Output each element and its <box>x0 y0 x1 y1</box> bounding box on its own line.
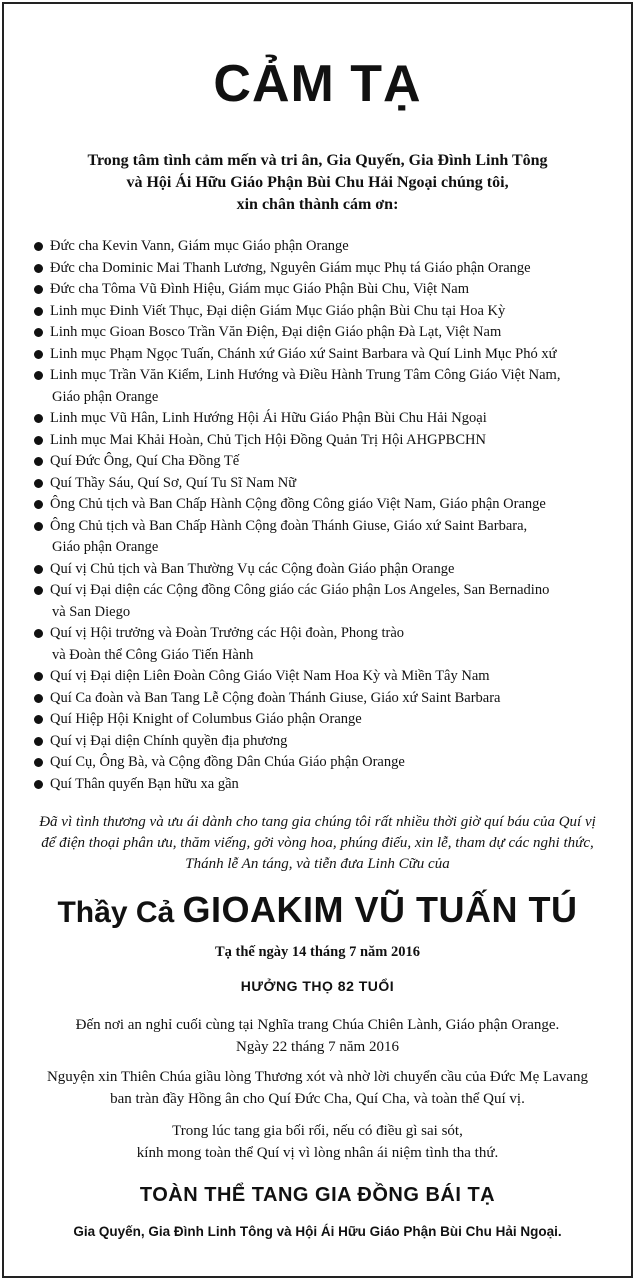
list-item <box>34 473 621 495</box>
list-item-text: Linh mục Gioan Bosco Trần Văn Điện, Đại diện Giáo phận Đà Lạt, Việt Nam <box>50 324 502 340</box>
list-item-text: Quí Hiệp Hội Knight of Columbus Giáo phận Orange <box>50 711 362 727</box>
deceased-title: Thầy Cả <box>57 896 183 929</box>
list-item-text: Quí vị Đại diện Chính quyền địa phương <box>50 732 288 749</box>
apology-line: kính mong toàn thể Quí vị vì lòng nhân ái niệm tình tha thứ. <box>136 1145 499 1161</box>
list-item <box>34 731 621 753</box>
list-item <box>34 494 621 516</box>
intro-line: xin chân thành cám ơn: <box>236 196 399 213</box>
deceased-name: GIOAKIM VŨ TUẤN TÚ <box>182 889 578 930</box>
bullet-icon <box>34 414 43 423</box>
deceased-name-heading <box>0 889 635 930</box>
list-item <box>34 559 621 581</box>
list-item-text: Quí vị Đại diện các Cộng đồng Công giáo các Giáo phận Los Angeles, San Bernadino <box>50 582 550 598</box>
list-item-text: Quí vị Chủ tịch và Ban Thường Vụ các Cộng đoàn Giáo phận Orange <box>50 560 455 577</box>
apology-text <box>10 1120 625 1164</box>
bullet-icon <box>34 737 43 746</box>
intro-line: Trong tâm tình cảm mến và tri ân, Gia Quyến, Gia Đình Linh Tông <box>87 152 548 169</box>
list-item <box>34 430 621 452</box>
bullet-icon <box>34 328 43 337</box>
list-item-text: Quí Đức Ông, Quí Cha Đồng Tế <box>50 453 240 469</box>
list-item-text: Ông Chủ tịch và Ban Chấp Hành Cộng đồng Công giáo Việt Nam, Giáo phận Orange <box>50 496 546 512</box>
list-item-text: Đức cha Kevin Vann, Giám mục Giáo phận Orange <box>50 238 349 254</box>
list-item <box>34 623 621 666</box>
list-item-text: Quí Cụ, Ông Bà, và Cộng đồng Dân Chúa Giáo phận Orange <box>50 754 405 770</box>
apology-line: Trong lúc tang gia bối rối, nếu có điều gì sai sót, <box>172 1123 463 1139</box>
list-item <box>34 774 621 796</box>
list-item <box>34 322 621 344</box>
list-item <box>34 258 621 280</box>
bullet-icon <box>34 672 43 681</box>
list-item-text: Quí Thân quyến Bạn hữu xa gần <box>50 775 239 792</box>
list-item <box>34 688 621 710</box>
age-line: HƯỞNG THỌ 82 TUỔI <box>240 978 395 994</box>
list-item <box>34 451 621 473</box>
list-item <box>34 301 621 323</box>
list-item <box>34 408 621 430</box>
bullet-icon <box>34 629 43 638</box>
intro-line: và Hội Ái Hữu Giáo Phận Bùi Chu Hải Ngoại chúng tôi, <box>126 174 509 191</box>
prayer-line: ban tràn đầy Hồng ân cho Quí Đức Cha, Quí Cha, và toàn thể Quí vị. <box>110 1091 525 1107</box>
burial-info <box>10 1014 625 1058</box>
list-item-text: Linh mục Mai Khải Hoàn, Chủ Tịch Hội Đồng Quản Trị Hội AHGPBCHN <box>50 431 486 448</box>
intro-paragraph <box>30 150 605 216</box>
list-item-text: Linh mục Vũ Hân, Linh Hướng Hội Ái Hữu Giáo Phận Bùi Chu Hải Ngoại <box>50 410 487 426</box>
list-item-text: Quí Ca đoàn và Ban Tang Lễ Cộng đoàn Thánh Giuse, Giáo xứ Saint Barbara <box>50 689 501 706</box>
list-item <box>34 344 621 366</box>
list-item-text: Linh mục Phạm Ngọc Tuấn, Chánh xứ Giáo xứ Saint Barbara và Quí Linh Mục Phó xứ <box>50 345 557 362</box>
bullet-icon <box>34 242 43 251</box>
list-item <box>34 580 621 623</box>
list-item <box>34 279 621 301</box>
burial-line: Đến nơi an nghỉ cuối cùng tại Nghĩa trang Chúa Chiên Lành, Giáo phận Orange. <box>75 1017 560 1033</box>
list-item <box>34 752 621 774</box>
list-item-text: và Đoàn thể Công Giáo Tiến Hành <box>52 646 254 663</box>
list-item-text: Linh mục Đinh Viết Thục, Đại diện Giám Mục Giáo phận Bùi Chu tại Hoa Kỳ <box>50 302 506 319</box>
list-item <box>34 709 621 731</box>
bullet-icon <box>34 371 43 380</box>
list-item <box>34 365 621 408</box>
bullet-icon <box>34 436 43 445</box>
bullet-icon <box>34 758 43 767</box>
bullet-icon <box>34 694 43 703</box>
list-item-text: Linh mục Trần Văn Kiểm, Linh Hướng và Điều Hành Trung Tâm Công Giáo Việt Nam, <box>50 367 561 383</box>
list-item-text: Giáo phận Orange <box>52 388 159 405</box>
bullet-icon <box>34 586 43 595</box>
date-of-death: Tạ thế ngày 14 tháng 7 năm 2016 <box>214 944 421 960</box>
gratitude-paragraph <box>20 812 615 875</box>
gratitude-line: Đã vì tình thương và ưu ái dành cho tang gia chúng tôi rất nhiều thời giờ quí báu của Quí vị <box>39 814 596 830</box>
bullet-icon <box>34 522 43 531</box>
list-item-text: Đức cha Tôma Vũ Đình Hiệu, Giám mục Giáo Phận Bùi Chu, Việt Nam <box>50 281 469 297</box>
signature-line: Gia Quyến, Gia Đình Linh Tông và Hội Ái Hữu Giáo Phận Bùi Chu Hải Ngoại. <box>73 1224 562 1239</box>
notice-title: CẢM TẠ <box>213 55 422 113</box>
list-item-text: Quí vị Hội trưởng và Đoàn Trưởng các Hội đoàn, Phong trào <box>50 625 405 641</box>
list-item <box>34 666 621 688</box>
burial-line: Ngày 22 tháng 7 năm 2016 <box>236 1039 399 1055</box>
closing-heading: TOÀN THỂ TANG GIA ĐỒNG BÁI TẠ <box>139 1184 496 1206</box>
prayer-text <box>10 1066 625 1110</box>
list-item-text: Ông Chủ tịch và Ban Chấp Hành Cộng đoàn Thánh Giuse, Giáo xứ Saint Barbara, <box>50 517 528 534</box>
bullet-icon <box>34 500 43 509</box>
list-item-text: Đức cha Dominic Mai Thanh Lương, Nguyên Giám mục Phụ tá Giáo phận Orange <box>50 259 531 276</box>
thanks-list <box>34 236 621 795</box>
bullet-icon <box>34 307 43 316</box>
list-item-text: Quí vị Đại diện Liên Đoàn Công Giáo Việt Nam Hoa Kỳ và Miền Tây Nam <box>50 668 490 684</box>
gratitude-line: Thánh lễ An táng, và tiễn đưa Linh Cữu của <box>185 856 450 872</box>
bullet-icon <box>34 285 43 294</box>
list-item <box>34 516 621 559</box>
gratitude-line: để điện thoại phân ưu, thăm viếng, gởi vòng hoa, phúng điếu, xin lễ, tham dự các nghi thức, <box>41 835 594 851</box>
list-item-text: Giáo phận Orange <box>52 539 159 555</box>
bullet-icon <box>34 479 43 488</box>
list-item-text: Quí Thầy Sáu, Quí Sơ, Quí Tu Sĩ Nam Nữ <box>50 474 297 491</box>
bullet-icon <box>34 780 43 789</box>
bullet-icon <box>34 350 43 359</box>
list-item <box>34 236 621 258</box>
prayer-line: Nguyện xin Thiên Chúa giầu lòng Thương xót và nhờ lời chuyển cầu của Đức Mẹ Lavang <box>46 1069 589 1085</box>
list-item-text: và San Diego <box>52 603 131 620</box>
bullet-icon <box>34 565 43 574</box>
bullet-icon <box>34 264 43 273</box>
bullet-icon <box>34 715 43 724</box>
bullet-icon <box>34 457 43 466</box>
